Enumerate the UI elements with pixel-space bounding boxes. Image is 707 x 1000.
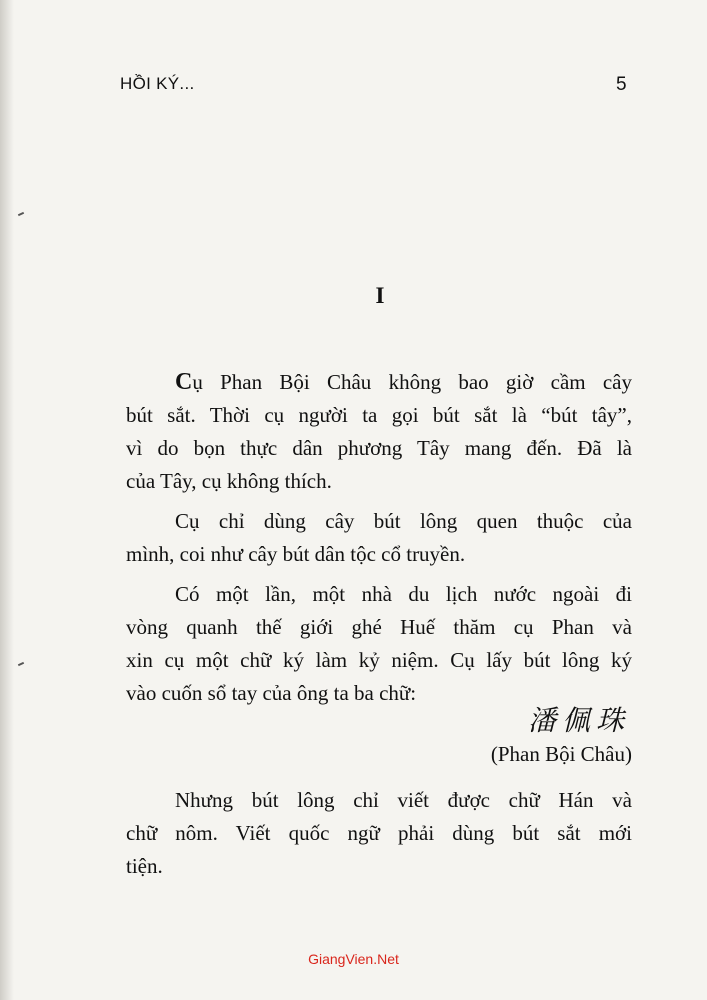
paragraph-4 (126, 784, 632, 883)
paragraph-line: Cụ Phan Bội Châu không bao giờ cầm cây (175, 369, 632, 395)
paragraph-line: của Tây, cụ không thích. (126, 469, 332, 493)
han-signature: 潘佩珠 (527, 704, 630, 737)
watermark: GiangVien.Net (308, 951, 399, 967)
paragraph-line: mình, coi như cây bút dân tộc cổ truyền. (126, 542, 466, 566)
scan-speck (18, 212, 24, 216)
running-header: HỒI KÝ... (120, 74, 195, 93)
paragraph-line: tiện. (126, 854, 163, 878)
signature-reading: (Phan Bội Châu) (490, 742, 632, 766)
scan-speck (18, 662, 24, 666)
chapter-heading: I (375, 283, 385, 308)
paragraph-line: xin cụ một chữ ký làm kỷ niệm. Cụ lấy bút lông ký (126, 648, 632, 672)
paragraph-line: vào cuốn sổ tay của ông ta ba chữ: (126, 681, 417, 705)
paragraph-line: Cụ chỉ dùng cây bút lông quen thuộc của (175, 509, 632, 533)
paragraph-line: chữ nôm. Viết quốc ngữ phải dùng bút sắt mới (126, 821, 632, 845)
paragraph-line: Có một lần, một nhà du lịch nước ngoài đi (175, 582, 632, 606)
page-binding-shadow (0, 0, 14, 1000)
page-number: 5 (616, 74, 627, 95)
paragraph-2 (126, 505, 632, 571)
paragraph-3 (126, 578, 632, 710)
drop-cap: C (175, 369, 193, 395)
paragraph-line: vòng quanh thế giới ghé Huế thăm cụ Phan và (126, 615, 632, 639)
paragraph-line: bút sắt. Thời cụ người ta gọi bút sắt là “bút tây”, (126, 403, 632, 427)
paragraph-line: Nhưng bút lông chỉ viết được chữ Hán và (175, 788, 632, 812)
paragraph-line: vì do bọn thực dân phương Tây mang đến. Đã là (126, 436, 632, 460)
paragraph-1 (126, 366, 632, 498)
